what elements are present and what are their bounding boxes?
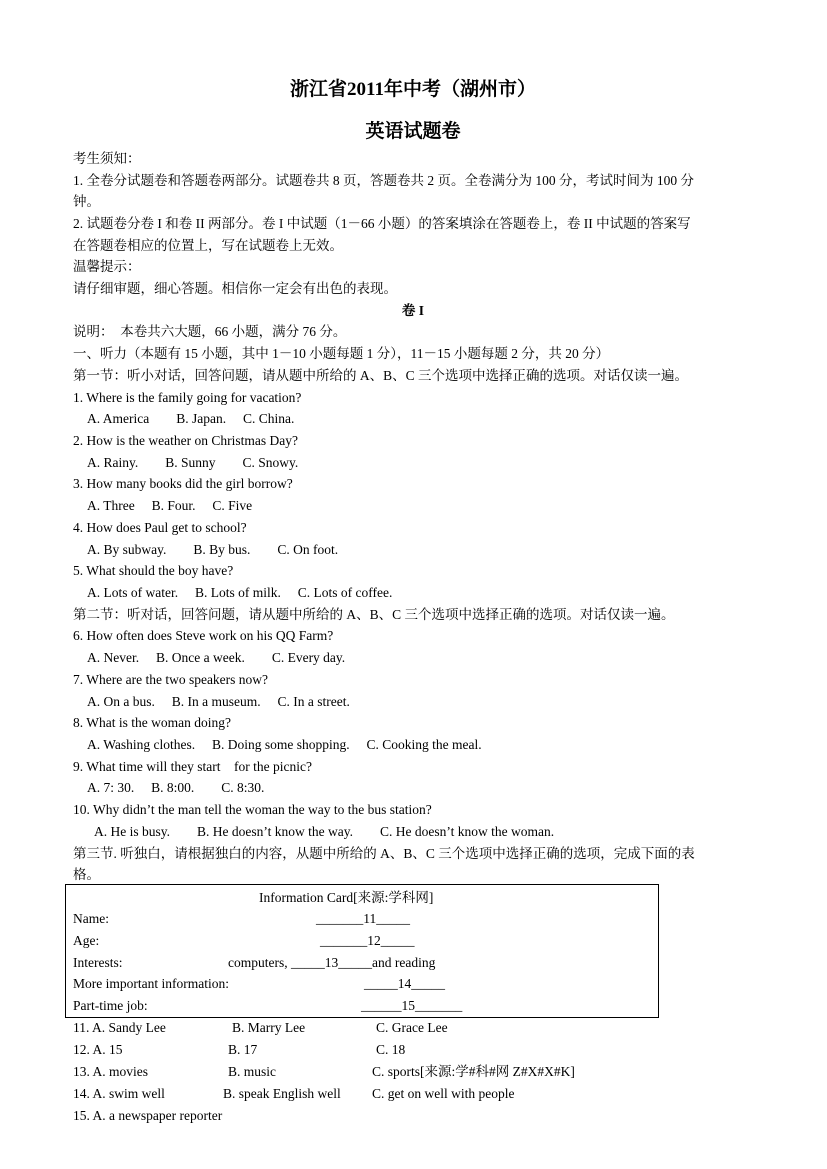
card-title: Information Card[来源:学科网]: [259, 890, 434, 905]
notice-2a: 2. 试题卷分卷 I 和卷 II 两部分。卷 I 中试题（1－66 小题）的答案填涂在答题卷上，卷 II 中试题的答案写: [73, 216, 691, 231]
notice-1a: 1. 全卷分试题卷和答题卷两部分。试题卷共 8 页，答题卷共 2 页。全卷满分为 100 分，考试时间为 100 分: [73, 173, 694, 188]
answer-option: C. Grace Lee: [376, 1020, 448, 1035]
question: 6. How often does Steve work on his QQ Farm?: [73, 628, 334, 643]
part-3-heading-b: 格。: [73, 867, 100, 882]
answer-option: B. speak English well: [223, 1086, 341, 1101]
question-options: A. On a bus. B. In a museum. C. In a street.: [87, 694, 350, 709]
question-options: A. 7: 30. B. 8:00. C. 8:30.: [87, 780, 265, 795]
question: 8. What is the woman doing?: [73, 715, 231, 730]
section-1-heading: 一、听力（本题有 15 小题，其中 1－10 小题每题 1 分），11－15 小题每题 2 分，共 20 分）: [73, 346, 610, 361]
part-3-heading-a: 第三节. 听独白，请根据独白的内容，从题中所给的 A、B、C 三个选项中选择正确的选项，完成下面的表: [73, 846, 695, 861]
question: 10. Why didn’t the man tell the woman the way to the bus station?: [73, 802, 432, 817]
card-age-blank: _______12_____: [320, 933, 415, 948]
answer-option: B. 17: [228, 1042, 258, 1057]
notice-1b: 钟。: [73, 194, 100, 209]
answer-option: 12. A. 15: [73, 1042, 123, 1057]
part-2-heading: 第二节：听对话，回答问题，请从题中所给的 A、B、C 三个选项中选择正确的选项。对话仅读一遍。: [73, 607, 675, 622]
answer-option: C. sports[来源:学#科#网 Z#X#X#K]: [372, 1064, 575, 1079]
question: 4. How does Paul get to school?: [73, 520, 247, 535]
question: 9. What time will they start for the picnic?: [73, 759, 312, 774]
tip-heading: 温馨提示：: [73, 259, 141, 274]
question-options: A. America B. Japan. C. China.: [87, 411, 295, 426]
question: 3. How many books did the girl borrow?: [73, 476, 293, 491]
question: 5. What should the boy have?: [73, 563, 234, 578]
answer-option: B. music: [228, 1064, 277, 1079]
part-1-heading: 第一节：听小对话，回答问题，请从题中所给的 A、B、C 三个选项中选择正确的选项。对话仅读一遍。: [73, 368, 689, 383]
question-options: A. By subway. B. By bus. C. On foot.: [87, 542, 339, 557]
answer-option: 14. A. swim well: [73, 1086, 165, 1101]
card-more-label: More important information:: [73, 976, 229, 991]
question-options: A. Lots of water. B. Lots of milk. C. Lots of coffee.: [87, 585, 393, 600]
card-more-blank: _____14_____: [364, 976, 445, 991]
question: 2. How is the weather on Christmas Day?: [73, 433, 298, 448]
question-options: A. Never. B. Once a week. C. Every day.: [87, 650, 346, 665]
exam-subtitle: 英语试题卷: [365, 121, 461, 142]
question: 7. Where are the two speakers now?: [73, 672, 269, 687]
question-options: A. He is busy. B. He doesn’t know the way. C. He doesn’t know the woman.: [94, 824, 555, 839]
question: 1. Where is the family going for vacation?: [73, 390, 302, 405]
card-job-blank: ______15_______: [361, 998, 463, 1013]
information-card: [65, 884, 659, 1018]
answer-option: B. Marry Lee: [232, 1020, 306, 1035]
explain-text: 说明： 本卷共六大题，66 小题，满分 76 分。: [73, 324, 347, 339]
card-interests-label: Interests:: [73, 955, 123, 970]
question-options: A. Three B. Four. C. Five: [87, 498, 253, 513]
notice-2b: 在答题卷相应的位置上，写在试题卷上无效。: [73, 238, 343, 253]
card-interests-blank: computers, _____13_____and reading: [228, 955, 436, 970]
exam-title: 浙江省2011年中考（湖州市）: [290, 79, 536, 100]
card-name-label: Name:: [73, 911, 109, 926]
answer-option: 11. A. Sandy Lee: [73, 1020, 166, 1035]
notice-heading: 考生须知：: [73, 151, 141, 166]
answer-option: 15. A. a newspaper reporter: [73, 1108, 223, 1123]
question-options: A. Washing clothes. B. Doing some shopping. C. Cooking the meal.: [87, 737, 482, 752]
answer-option: 13. A. movies: [73, 1064, 149, 1079]
answer-option: C. 18: [376, 1042, 406, 1057]
card-name-blank: _______11_____: [316, 911, 410, 926]
answer-option: C. get on well with people: [372, 1086, 515, 1101]
tip-text: 请仔细审题，细心答题。相信你一定会有出色的表现。: [73, 281, 397, 296]
card-job-label: Part-time job:: [73, 998, 148, 1013]
volume-label: 卷 I: [401, 303, 425, 318]
question-options: A. Rainy. B. Sunny C. Snowy.: [87, 455, 299, 470]
card-age-label: Age:: [73, 933, 100, 948]
